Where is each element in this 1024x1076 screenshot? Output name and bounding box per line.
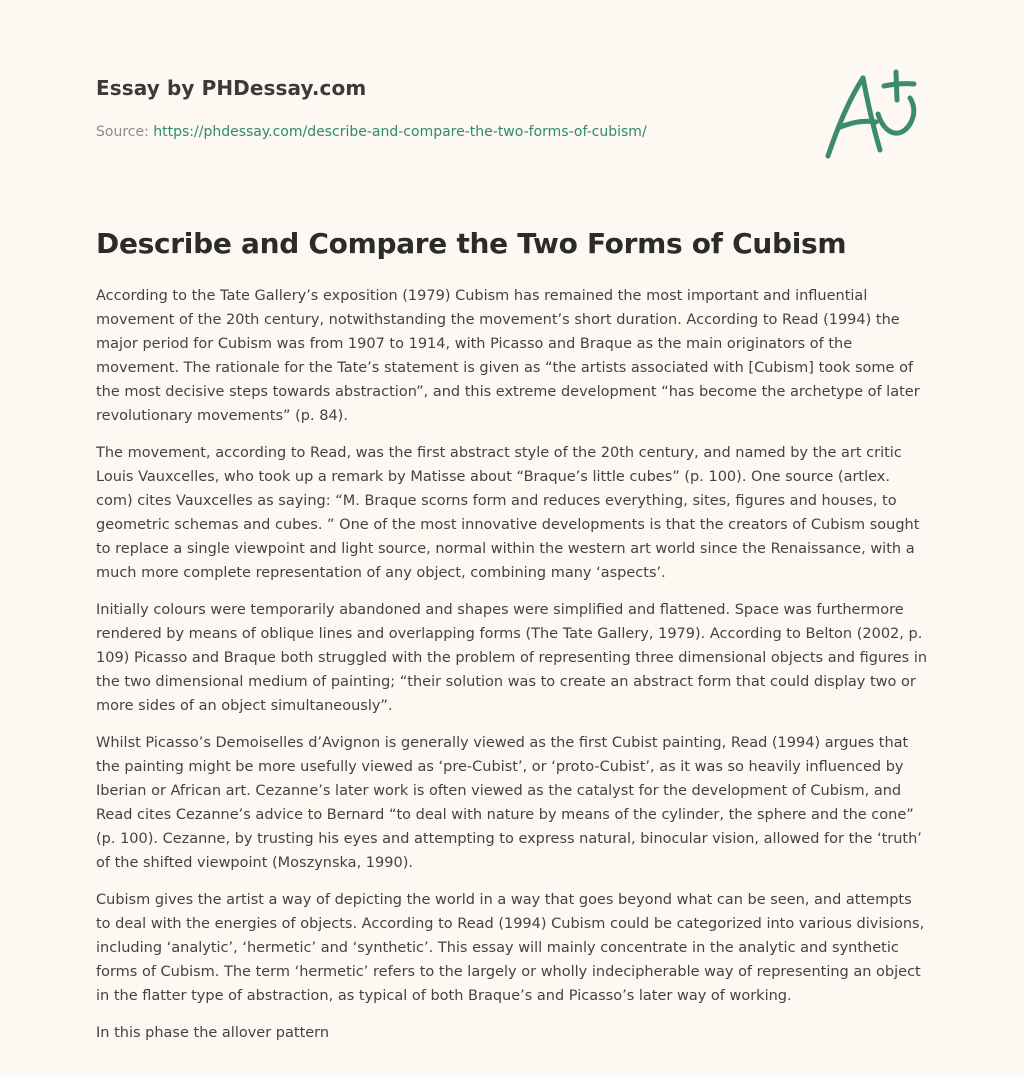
page-header: [96, 76, 796, 140]
essay-paragraph: In this phase the allover pattern: [96, 1025, 330, 1041]
source-link[interactable]: https://phdessay.com/describe-and-compare-the-two-forms-of-cubism/: [153, 124, 647, 140]
site-brand: Essay by PHDessay.com: [96, 76, 367, 100]
essay-body: [96, 284, 930, 1058]
essay-paragraph: According to the Tate Gallery’s exposition (1979) Cubism has remained the most important and influential movement of the 20th century, notwithstanding the movement’s short duration. According to Read (1994) the major period for Cubism was from 1907 to 1914, with Picasso and Braque as the main originators of the movement. The rationale for the Tate’s statement is given as “the artists associated with [Cubism] took some of the most decisive steps towards abstraction”, and this extreme development “has become the archetype of later revolutionary movements” (p. 84).: [96, 288, 920, 424]
essay-paragraph: Initially colours were temporarily abandoned and shapes were simplified and flattened. Space was furthermore rendered by means of oblique lines and overlapping forms (The Tate Gallery, 1979). According to Belton (2002, p. 109) Picasso and Braque both struggled with the problem of representing three dimensional objects and figures in the two dimensional medium of painting; “their solution was to create an abstract form that could display two or more sides of an object simultaneously”.: [96, 602, 928, 714]
essay-paragraph: Cubism gives the artist a way of depicting the world in a way that goes beyond what can be seen, and attempts to deal with the energies of objects. According to Read (1994) Cubism could be categorized into various divisions, including ‘analytic’, ‘hermetic’ and ‘synthetic’. This essay will mainly concentrate in the analytic and synthetic forms of Cubism. The term ‘hermetic’ refers to the largely or wholly indecipherable way of representing an object in the flatter type of abstraction, as typical of both Braque’s and Picasso’s later way of working.: [96, 892, 925, 1004]
essay-title: Describe and Compare the Two Forms of Cubism: [96, 227, 847, 260]
essay-paragraph: The movement, according to Read, was the first abstract style of the 20th century, and named by the art critic Louis Vauxcelles, who took up a remark by Matisse about “Braque’s little cubes” (p. 100). One source (artlex. com) cites Vauxcelles as saying: “M. Braque scorns form and reduces everything, sites, figures and houses, to geometric schemas and cubes. ” One of the most innovative developments is that the creators of Cubism sought to replace a single viewpoint and light source, normal within the western art world since the Renaissance, with a much more complete representation of any object, combining many ‘aspects’.: [96, 445, 920, 581]
source-label: Source:: [96, 124, 149, 140]
a-plus-grade-icon: [818, 64, 930, 168]
source-line: [96, 124, 647, 140]
essay-paragraph: Whilst Picasso’s Demoiselles d’Avignon is generally viewed as the first Cubist painting, Read (1994) argues that the painting might be more usefully viewed as ‘pre-Cubist’, or ‘proto-Cubist’, as it was so heavily influenced by Iberian or African art. Cezanne’s later work is often viewed as the catalyst for the development of Cubism, and Read cites Cezanne’s advice to Bernard “to deal with nature by means of the cylinder, the sphere and the cone” (p. 100). Cezanne, by trusting his eyes and attempting to express natural, binocular vision, allowed for the ‘truth’ of the shifted viewpoint (Moszynska, 1990).: [96, 735, 922, 871]
